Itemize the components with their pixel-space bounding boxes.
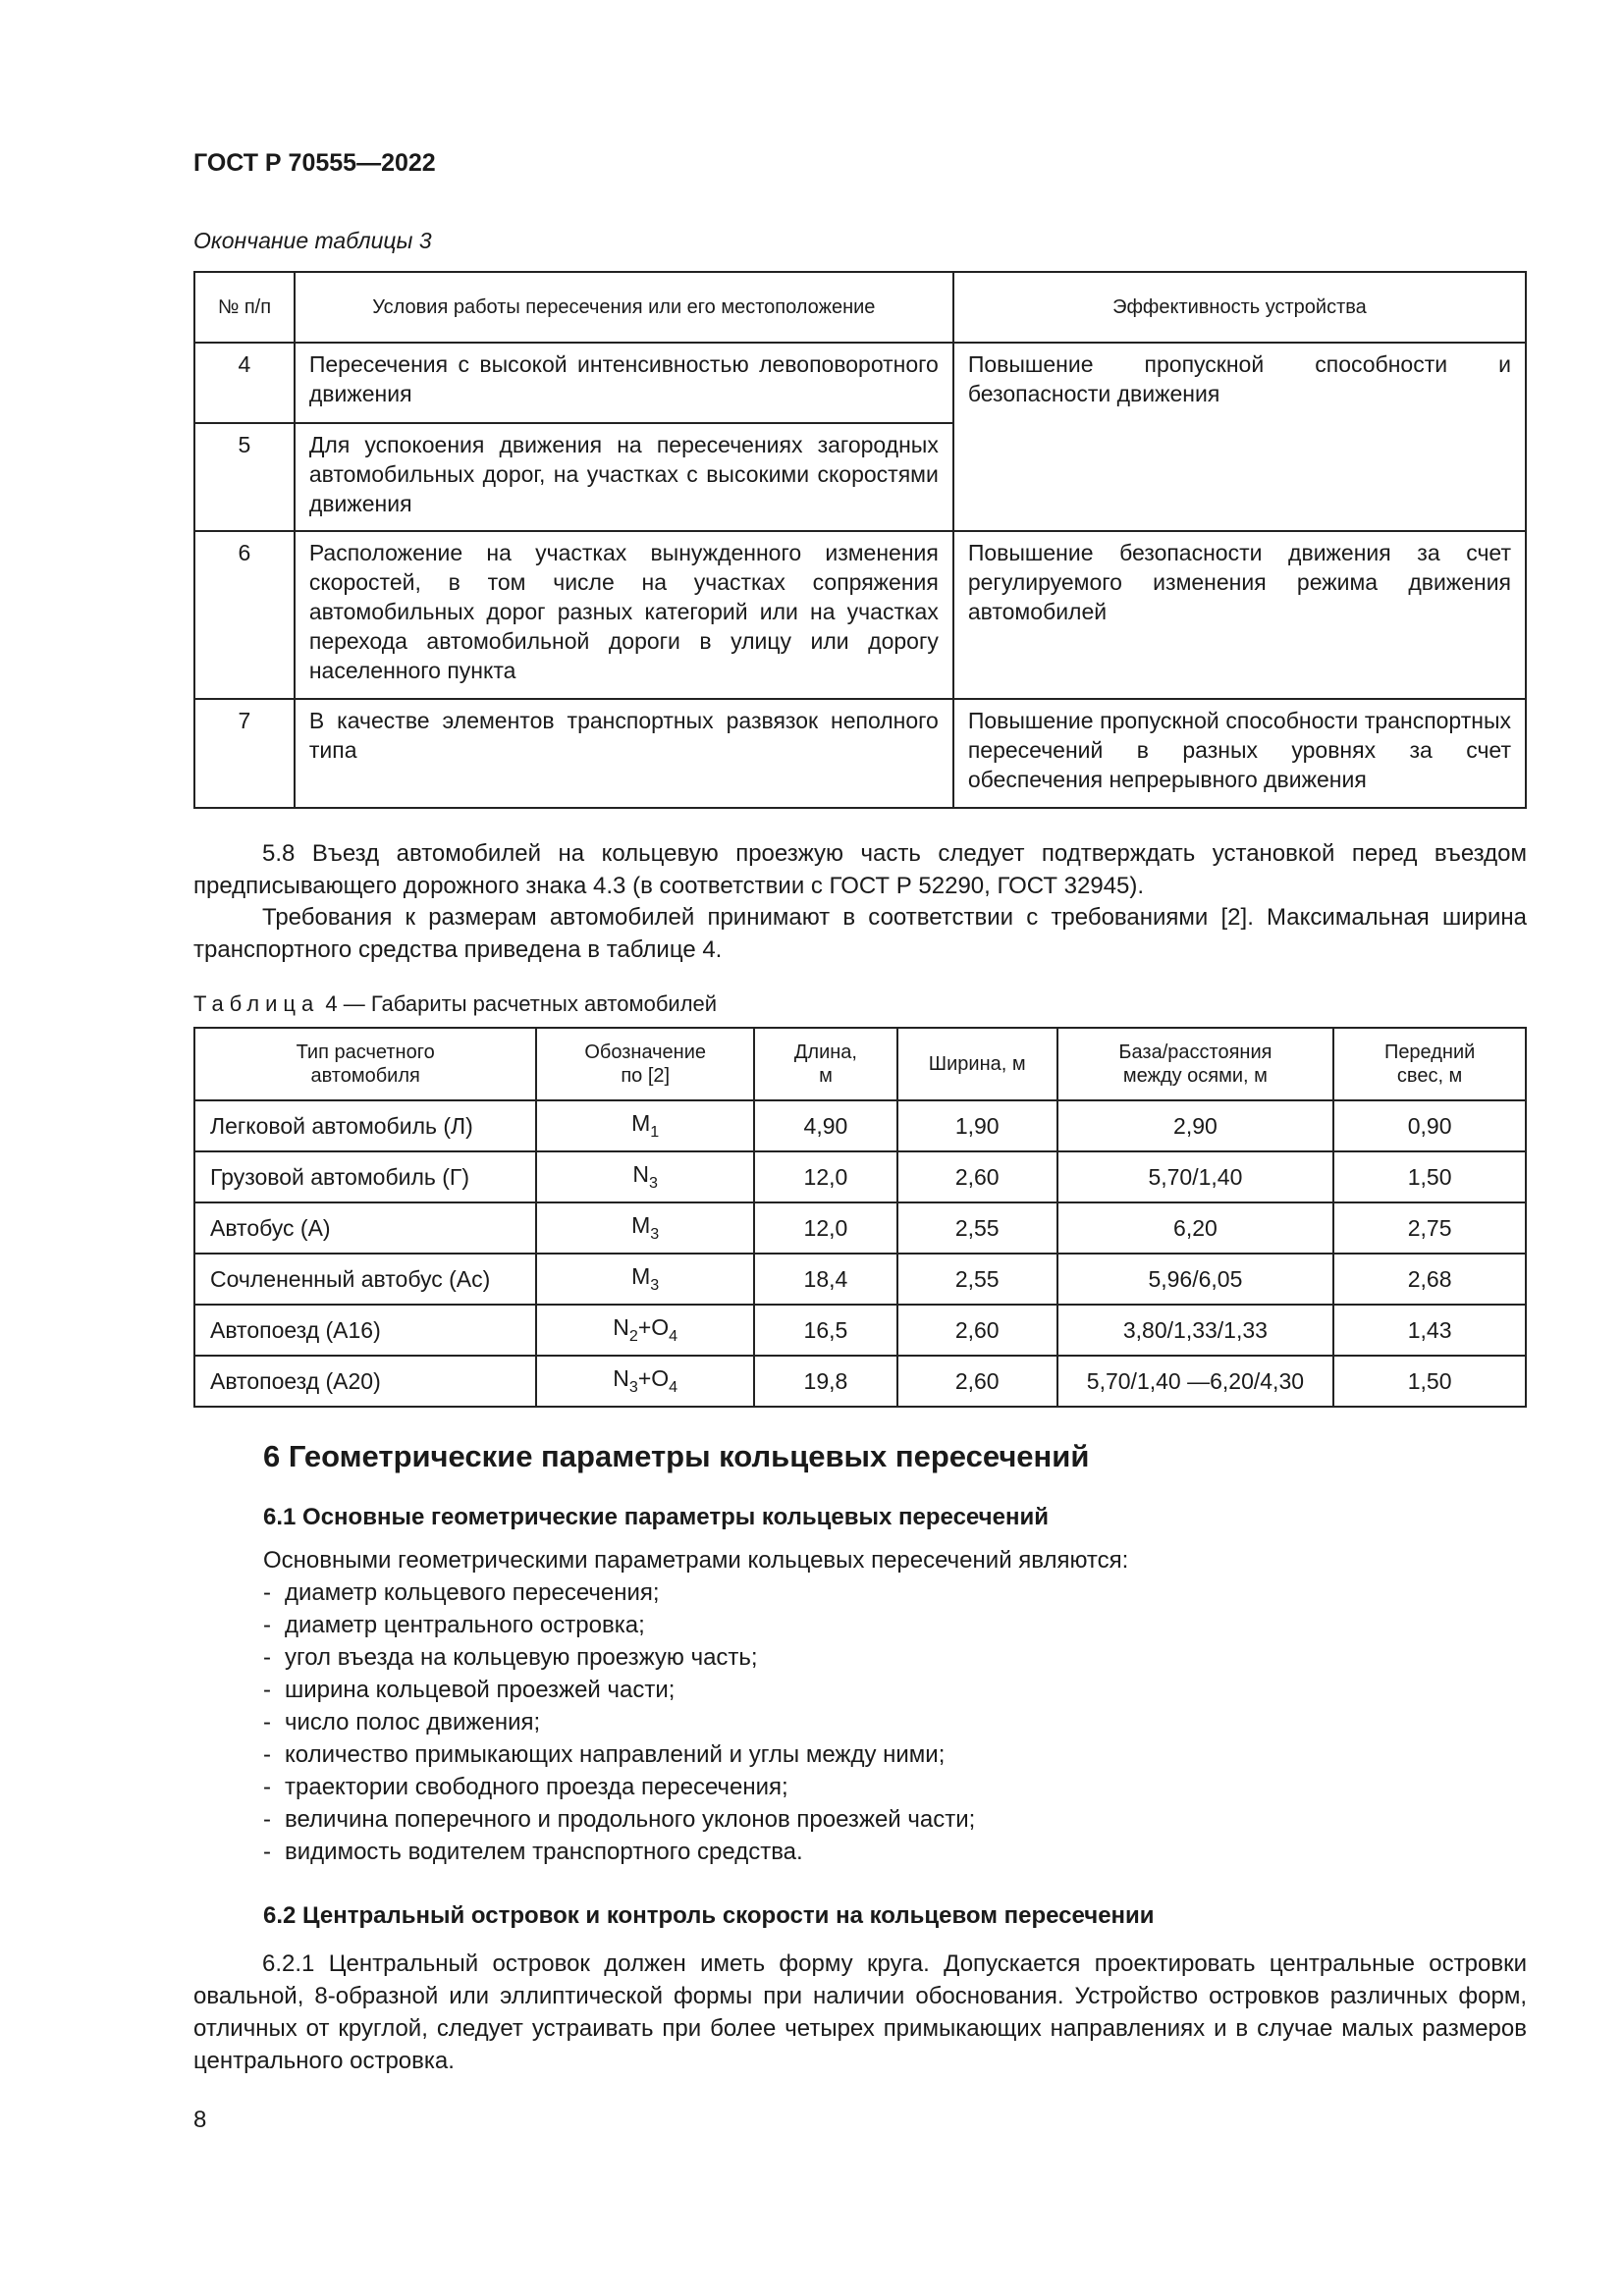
- table-row: [194, 1305, 1526, 1356]
- table-row: [194, 531, 1526, 699]
- list-item: - видимость водителем транспортного средства.: [263, 1836, 975, 1868]
- paragraph-6-2-1: 6.2.1 Центральный островок должен иметь форму круга. Допускается проектировать центральные островки овальной, 8-образной или эллиптической формы при наличии обоснования. Устройство островков различных форм, отличных от круглой, следует устраивать при более четырех примыкающих направлениях и в случае малых размеров центрального островка.: [193, 1950, 1527, 2074]
- table4-header-row: [194, 1028, 1526, 1100]
- row-num: 7: [194, 699, 295, 808]
- row-condition: Расположение на участках вынужденного изменения скоростей, в том числе на участках сопряжения автомобильных дорог разных категорий или на участках перехода автомобильной дороги в улицу или дорогу населенного пункта: [295, 531, 953, 699]
- list-item: - угол въезда на кольцевую проезжую часть;: [263, 1641, 975, 1674]
- row-condition: В качестве элементов транспортных развязок неполного типа: [295, 699, 953, 808]
- table4-header-type: Тип расчетного автомобиля: [194, 1028, 536, 1100]
- cell-base: 2,90: [1057, 1100, 1334, 1151]
- cell-designation: $N_3+O_4$: [536, 1356, 754, 1407]
- cell-base: 5,70/1,40: [1057, 1151, 1334, 1202]
- cell-designation: $M_3$: [536, 1254, 754, 1305]
- cell-designation: $N_3$: [536, 1151, 754, 1202]
- paragraph-requirements: Требования к размерам автомобилей принимают в соответствии с требованиями [2]. Максимальная ширина транспортного средства приведена в таблице 4.: [193, 904, 1527, 963]
- table-row: [194, 1100, 1526, 1151]
- list-item: - диаметр кольцевого пересечения;: [263, 1576, 975, 1609]
- cell-length: 12,0: [754, 1151, 897, 1202]
- cell-length: 4,90: [754, 1100, 897, 1151]
- list-item: - количество примыкающих направлений и углы между ними;: [263, 1738, 975, 1771]
- cell-type: Сочлененный автобус (Ас): [194, 1254, 536, 1305]
- row-num: 4: [194, 343, 295, 423]
- cell-width: 2,60: [897, 1151, 1057, 1202]
- cell-type: Автобус (А): [194, 1202, 536, 1254]
- cell-overhang: 2,75: [1333, 1202, 1526, 1254]
- table4-caption: [193, 991, 717, 1017]
- cell-type: Автопоезд (А16): [194, 1305, 536, 1356]
- table4-body: [194, 1100, 1526, 1407]
- cell-base: 3,80/1,33/1,33: [1057, 1305, 1334, 1356]
- row-condition: Пересечения с высокой интенсивностью левоповоротного движения: [295, 343, 953, 423]
- table-row: [194, 1202, 1526, 1254]
- list-item: - величина поперечного и продольного уклонов проезжей части;: [263, 1803, 975, 1836]
- row-effect: Повышение пропускной способности транспортных пересечений в разных уровнях за счет обеспечения непрерывного движения: [953, 699, 1526, 808]
- table3: [193, 271, 1527, 809]
- row-num: 5: [194, 423, 295, 531]
- list-item: - диаметр центрального островка;: [263, 1609, 975, 1641]
- table4-header-width: Ширина, м: [897, 1028, 1057, 1100]
- cell-type: Грузовой автомобиль (Г): [194, 1151, 536, 1202]
- paragraph-5-8: 5.8 Въезд автомобилей на кольцевую проезжую часть следует подтверждать установкой перед въездом предписывающего дорожного знака 4.3 (в соответствии с ГОСТ Р 52290, ГОСТ 32945).: [193, 840, 1527, 899]
- cell-base: 5,70/1,40 —6,20/4,30: [1057, 1356, 1334, 1407]
- cell-overhang: 2,68: [1333, 1254, 1526, 1305]
- section-6-1-intro: Основными геометрическими параметрами кольцевых пересечений являются:: [263, 1547, 1129, 1574]
- table-row: [194, 1356, 1526, 1407]
- list-item: - траектории свободного проезда пересечения;: [263, 1771, 975, 1803]
- cell-length: 12,0: [754, 1202, 897, 1254]
- cell-overhang: 0,90: [1333, 1100, 1526, 1151]
- table3-header-row: [194, 272, 1526, 343]
- cell-width: 2,55: [897, 1254, 1057, 1305]
- list-item: - число полос движения;: [263, 1706, 975, 1738]
- section-6-2-title: 6.2 Центральный островок и контроль скорости на кольцевом пересечении: [263, 1902, 1155, 1929]
- table4-header-base: База/расстояния между осями, м: [1057, 1028, 1334, 1100]
- table4-header-overhang: Передний свес, м: [1333, 1028, 1526, 1100]
- document-header: ГОСТ Р 70555—2022: [193, 149, 436, 177]
- section-6-title: 6 Геометрические параметры кольцевых пересечений: [263, 1439, 1090, 1473]
- table-row: [194, 1254, 1526, 1305]
- table4: [193, 1027, 1527, 1408]
- cell-base: 6,20: [1057, 1202, 1334, 1254]
- cell-width: 2,60: [897, 1305, 1057, 1356]
- table3-header-num: № п/п: [194, 272, 295, 343]
- table3-header-condition: Условия работы пересечения или его местоположение: [295, 272, 953, 343]
- table-row: [194, 343, 1526, 423]
- cell-type: Автопоезд (А20): [194, 1356, 536, 1407]
- table3-header-effect: Эффективность устройства: [953, 272, 1526, 343]
- table-row: [194, 699, 1526, 808]
- table4-caption-label: Таблица: [193, 991, 320, 1016]
- cell-width: 1,90: [897, 1100, 1057, 1151]
- cell-length: 16,5: [754, 1305, 897, 1356]
- row-effect: Повышение безопасности движения за счет регулируемого изменения режима движения автомобилей: [953, 531, 1526, 699]
- cell-designation: $N_2+O_4$: [536, 1305, 754, 1356]
- list-item: - ширина кольцевой проезжей части;: [263, 1674, 975, 1706]
- cell-designation: $M_1$: [536, 1100, 754, 1151]
- parameters-list: [263, 1576, 975, 1868]
- page-number: 8: [193, 2107, 207, 2133]
- cell-overhang: 1,50: [1333, 1151, 1526, 1202]
- table4-header-length: Длина, м: [754, 1028, 897, 1100]
- table4-header-designation: Обозначение по [2]: [536, 1028, 754, 1100]
- table4-caption-text: 4 — Габариты расчетных автомобилей: [325, 991, 718, 1016]
- section-6-1-title: 6.1 Основные геометрические параметры кольцевых пересечений: [263, 1504, 1049, 1530]
- table-row: [194, 1151, 1526, 1202]
- row-num: 6: [194, 531, 295, 699]
- cell-overhang: 1,50: [1333, 1356, 1526, 1407]
- cell-overhang: 1,43: [1333, 1305, 1526, 1356]
- cell-base: 5,96/6,05: [1057, 1254, 1334, 1305]
- cell-length: 19,8: [754, 1356, 897, 1407]
- cell-designation: $M_3$: [536, 1202, 754, 1254]
- row-condition: Для успокоения движения на пересечениях загородных автомобильных дорог, на участках с высокими скоростями движения: [295, 423, 953, 531]
- row-effect: Повышение пропускной способности и безопасности движения: [953, 343, 1526, 531]
- table3-caption: Окончание таблицы 3: [193, 228, 432, 253]
- cell-type: Легковой автомобиль (Л): [194, 1100, 536, 1151]
- cell-width: 2,55: [897, 1202, 1057, 1254]
- cell-width: 2,60: [897, 1356, 1057, 1407]
- cell-length: 18,4: [754, 1254, 897, 1305]
